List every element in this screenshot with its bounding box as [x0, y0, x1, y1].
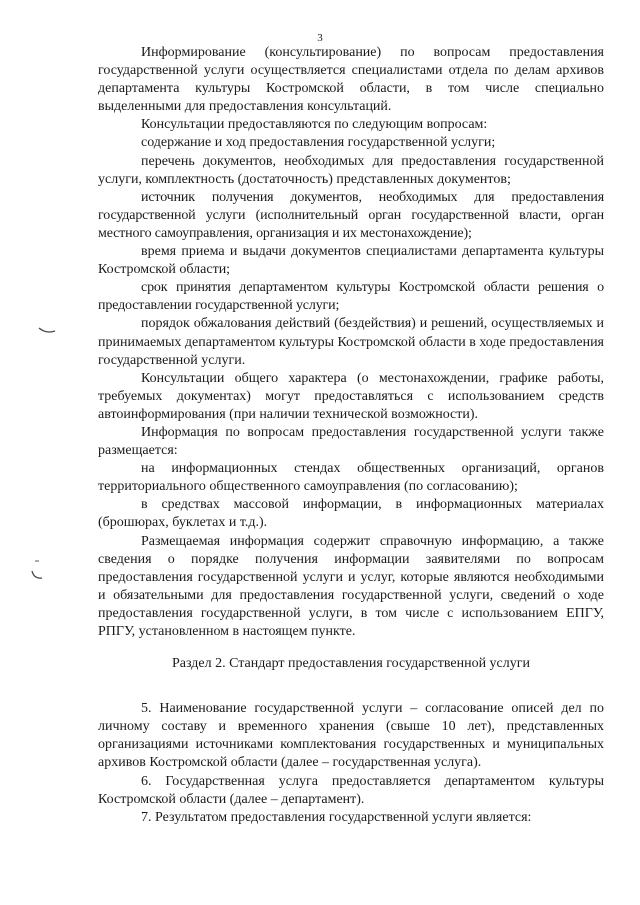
list-item-appeal-procedure: порядок обжалования действий (бездействия) и решений, осуществляемых и принимаемых департаментом культуры Костромской области в ходе предоставления государственной услуги. [98, 316, 604, 368]
paragraph-item-6: 6. Государственная услуга предоставляется департаментом культуры Костромской области (далее – департамент). [98, 773, 604, 807]
page-number: 3 [317, 32, 323, 44]
section-heading: Раздел 2. Стандарт предоставления государственной услуги [172, 656, 530, 672]
paragraph-info-placement: Информация по вопросам предоставления государственной услуги также размещается: [98, 424, 604, 459]
paragraph-posted-info: Размещаемая информация содержит справочную информацию, а также сведения о порядке получения информации заявителями по вопросам предоставления государственной услуги и услуг, которые являются необходимыми и обязательными для предоставления государственной услуги, сведений о ходе предоставления государственной услуги, в том числе с использованием ЕПГУ, РПГУ, установленном в настоящем пункте. [98, 533, 604, 639]
paragraph-item-7: 7. Результатом предоставления государственной услуги является: [141, 809, 532, 825]
list-item-decision-term: срок принятия департаментом культуры Костромской области решения о предоставлении государственной услуги; [98, 280, 604, 314]
list-item-document-source: источник получения документов, необходимых для предоставления государственной услуги (исполнительный орган государственной власти, орган местного самоуправления, организация и их местонахождение); [98, 189, 604, 241]
binding-hole-mark-upper [38, 326, 56, 336]
list-item-content-progress: содержание и ход предоставления государственной услуги; [141, 135, 496, 151]
list-item-document-list: перечень документов, необходимых для предоставления государственной услуги, комплектность (достаточность) представленных документов; [98, 153, 604, 187]
binding-hole-mark-lower [30, 560, 50, 582]
paragraph-informing: Информирование (консультирование) по вопросам предоставления государственной услуги осуществляется специалистами отдела по делам архивов департамента культуры Костромской области, в том числе специально выделенными для предоставления консультаций. [98, 45, 604, 115]
paragraph-general-consultations: Консультации общего характера (о местонахождении, графике работы, требуемых документах) могут предоставляться с использованием средств автоинформирования (при наличии технической возможности). [98, 370, 604, 422]
paragraph-item-5: 5. Наименование государственной услуги – согласование описей дел по личному составу и временного хранения (свыше 10 лет), представленных организациями источниками комплектования государственных и муниципальных архивов Костромской области (далее – государственная услуга). [98, 701, 604, 771]
document-body [98, 44, 604, 827]
list-item-reception-time: время приема и выдачи документов специалистами департамента культуры Костромской области; [98, 244, 604, 278]
list-item-info-stands: на информационных стендах общественных организаций, органов территориального общественного самоуправления (по согласованию); [98, 461, 604, 495]
paragraph-consultation-topics: Консультации предоставляются по следующим вопросам: [141, 117, 488, 133]
list-item-mass-media: в средствах массовой информации, в информационных материалах (брошюрах, буклетах и т.д.). [98, 497, 604, 531]
